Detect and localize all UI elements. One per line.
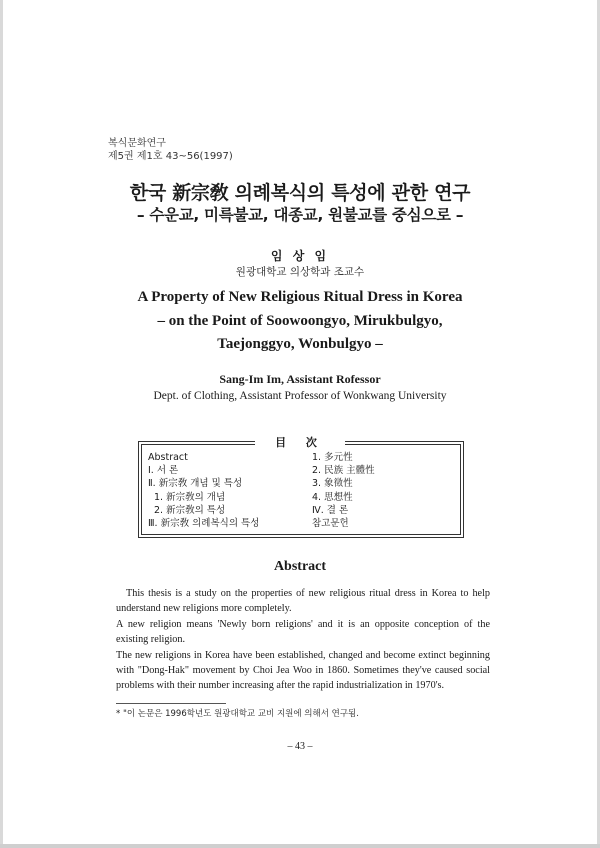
scan-border-bottom <box>0 844 600 848</box>
english-title-line3: Taejonggyo, Wonbulgyo – <box>217 336 383 352</box>
abstract-paragraph: This thesis is a study on the properties of new religious ritual dress in Korea to help understand new religions more completely. <box>116 588 490 615</box>
english-title-line1: A Property of New Religious Ritual Dress in Korea <box>137 289 463 305</box>
toc-left-column <box>148 451 259 530</box>
toc-item: 3. 象徵性 <box>312 478 353 490</box>
english-title-line2: – on the Point of Soowoongyo, Mirukbulgyo, <box>157 313 443 329</box>
toc-item: 2. 民族 主體性 <box>312 465 375 477</box>
page-number: – 43 – <box>287 741 313 752</box>
toc-item: Ⅰ. 서 론 <box>148 465 179 477</box>
korean-subtitle: – 수운교, 미륵불교, 대종교, 원불교를 중심으로 – <box>136 206 464 224</box>
toc-right-column <box>312 451 375 530</box>
toc-item: 참고문헌 <box>312 518 349 530</box>
abstract-heading: Abstract <box>273 559 327 574</box>
journal-name: 복식문화연구 <box>108 138 166 149</box>
korean-author: 임 상 임 <box>270 249 330 263</box>
abstract-paragraph: The new religions in Korea have been established, changed and become extinct beginning with "Dong-Hak" movement by Choi Jea Woo in 1860. Sometimes they've caused social problems with their number increasing after the rapid industrialization in 1970's. <box>116 649 490 692</box>
scan-border-left <box>0 0 3 848</box>
korean-affiliation: 원광대학교 의상학과 조교수 <box>235 266 365 278</box>
journal-issue: 제5권 제1호 43~56(1997) <box>108 151 233 162</box>
abstract-paragraph: A new religion means 'Newly born religions' and it is an opposite conception of the existing religion. <box>116 618 490 646</box>
footnote: * "이 논문은 1996학년도 원광대학교 교비 지원에 의해서 연구됨. <box>116 709 359 719</box>
footnote-rule <box>116 703 226 704</box>
toc-item: Abstract <box>148 452 188 463</box>
toc-item: 4. 思想性 <box>312 491 353 503</box>
english-author: Sang-Im Im, Assistant Rofessor <box>219 372 381 386</box>
toc-title: 目 次 <box>255 434 345 450</box>
toc-item: Ⅲ. 新宗敎 의례복식의 특성 <box>148 518 260 530</box>
toc-item: 2. 新宗敎의 특성 <box>154 504 226 516</box>
toc-item: 1. 新宗敎의 개념 <box>154 491 226 503</box>
journal-info <box>108 137 233 163</box>
toc-item: Ⅳ. 결 론 <box>312 504 349 516</box>
abstract-body <box>116 586 490 694</box>
toc-item: Ⅱ. 新宗敎 개념 및 특성 <box>148 478 243 490</box>
english-affiliation: Dept. of Clothing, Assistant Professor of Wonkwang University <box>153 390 447 402</box>
toc-item: 1. 多元性 <box>312 452 353 463</box>
korean-title: 한국 新宗敎 의례복식의 특성에 관한 연구 <box>129 182 471 204</box>
